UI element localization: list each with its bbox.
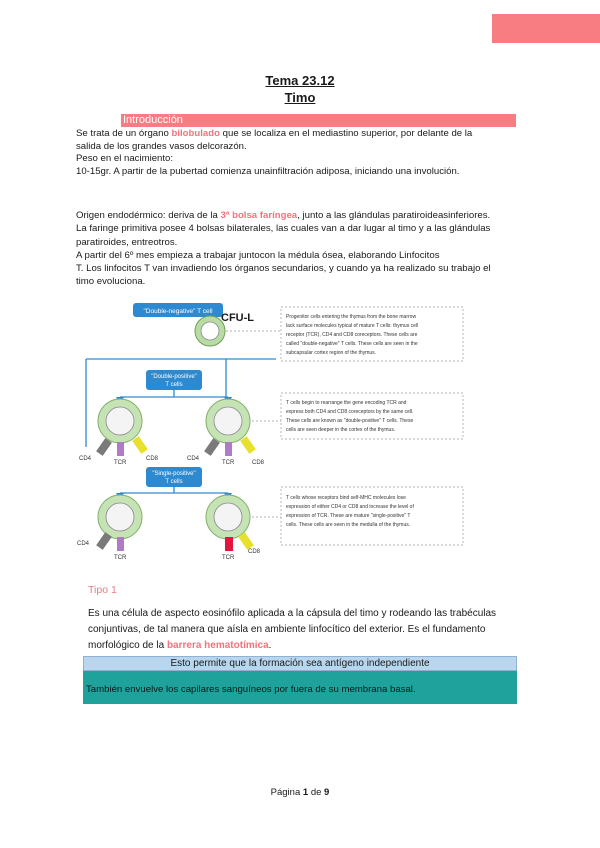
- tipo-line-3: morfológico de la barrera hematotímica.: [88, 640, 272, 651]
- callout-box: También envuelve los capilares sanguíneos por fuera de su membrana basal.: [83, 671, 517, 704]
- intro-line-2: salida de los grandes vasos delcorazón.: [76, 140, 247, 152]
- single-positive-cell-right: [206, 495, 254, 551]
- double-positive-cell-left: [96, 399, 148, 456]
- info-box-2-line-1: T cells begin to rearrange the gene encoding TCR and: [286, 400, 407, 406]
- origin-line-6: timo evoluciona.: [76, 276, 146, 288]
- origin-line-3: paratiroides, entreotros.: [76, 236, 178, 248]
- cfu-cell-nucleus: [201, 322, 219, 340]
- info-box-1-line-2: lack surface molecules typical of mature T cells: thymus cell: [286, 323, 419, 329]
- sp-right-tcr: TCR: [222, 555, 235, 560]
- info-box-1-line-4: called "double-negative" T cells. These cells are seen in the: [286, 341, 418, 347]
- label-double-positive-line1: "Double-positive": [151, 374, 197, 380]
- info-box-2-line-2: express both CD4 and CD8 coreceptors by the same cell.: [286, 409, 414, 415]
- intro-line-1: Se trata de un órgano bilobulado que se localiza en el mediastino superior, por delante de la: [76, 128, 473, 139]
- page-total: 9: [324, 787, 330, 798]
- dp-left-cd4: CD4: [79, 456, 92, 462]
- info-box-3-line-3: expression of TCR. These are mature "single-positive" T: [286, 513, 411, 519]
- sp-left-tcr: TCR: [114, 555, 127, 560]
- intro-line-3: Peso en el nacimiento:: [76, 153, 174, 165]
- origin-line-2: La faringe primitiva posee 4 bolsas bilaterales, las cuales van a dar lugar al timo y a las glándulas: [76, 223, 491, 235]
- info-box-3-line-4: cells. These cells are seen in the medulla of the thymus.: [286, 522, 411, 528]
- tipo-line-2: conjuntivas, de tal manera que aísla en ambiente linfocítico del exterior. Es el fundamento: [88, 624, 486, 635]
- sp-left-cd4: CD4: [77, 541, 90, 547]
- origin-paragraph: [76, 209, 526, 289]
- section-heading-introduccion: Introducción: [121, 114, 516, 127]
- origin-line-5: T. Los linfocitos T van invadiendo los órganos secundarios, y cuando ya ha realizado su trabajo el: [76, 263, 491, 275]
- info-box-3-line-1: T cells whose receptors bind self-MHC molecules lose: [286, 495, 406, 501]
- page-number: 1: [302, 787, 309, 798]
- intro-line-4: 10-15gr. A partir de la pubertad comienza unainfiltración adiposa, iniciando una involución.: [76, 165, 460, 177]
- highlight-bolsa-faringea: 3ª bolsa faríngea: [220, 210, 298, 221]
- info-box-3-line-2: expression of either CD4 or CD8 and increase the level of: [286, 504, 414, 510]
- dp-left-tcr: TCR: [114, 460, 127, 466]
- tipo-paragraph: [88, 606, 528, 654]
- label-single-positive-line2: T cells: [165, 479, 183, 485]
- dp-right-tcr: TCR: [222, 460, 235, 466]
- info-box-1-line-5: subcapsular cortex region of the thymus.: [286, 350, 377, 356]
- corner-tab-decoration: [492, 14, 600, 43]
- origin-line-1: Origen endodérmico: deriva de la 3ª bolsa faríngea, junto a las glándulas paratiroideasinferiores.: [76, 210, 491, 221]
- dp-right-cd8: CD8: [252, 460, 265, 466]
- sp-right-cd8: CD8: [248, 549, 261, 555]
- label-double-negative: "Double-negative" T cell: [143, 308, 213, 315]
- document-title: Tema 23.12: [265, 73, 335, 88]
- info-box-1-line-3: receptor (TCR), CD4 and CD8 coreceptors. These cells are: [286, 332, 418, 338]
- label-cfu: CFU-L: [221, 312, 254, 324]
- info-box-1-line-1: Progenitor cells entering the thymus from the bone marrow: [286, 314, 417, 320]
- callout-bar: Esto permite que la formación sea antígeno independiente: [83, 656, 517, 671]
- label-double-positive-line2: T cells: [165, 382, 183, 388]
- info-box-2-line-4: cells are seen deeper in the cortex of the thymus.: [286, 427, 396, 433]
- tipo-line-1: Es una célula de aspecto eosinófilo aplicada a la cápsula del timo y rodeando las trabéculas: [88, 608, 497, 619]
- dp-left-cd8: CD8: [146, 456, 159, 462]
- intro-paragraph: [76, 128, 526, 178]
- page-footer: Página 1 de 9: [270, 787, 330, 798]
- single-positive-cell-left: [96, 495, 142, 551]
- document-subtitle: Timo: [284, 90, 316, 105]
- tipo-heading: Tipo 1: [88, 584, 117, 596]
- dp-right-cd4: CD4: [187, 456, 200, 462]
- highlight-bilobulado: bilobulado: [171, 128, 220, 139]
- double-positive-cell-right: [204, 399, 256, 456]
- label-single-positive-line1: "Single-positive": [152, 471, 196, 477]
- highlight-barrera: barrera hematotímica: [166, 640, 269, 651]
- origin-line-4: A partir del 6º mes empieza a trabajar juntocon la médula ósea, elaborando Linfocitos: [76, 249, 440, 261]
- t-cell-maturation-diagram: [76, 297, 470, 560]
- info-box-2-line-3: These cells are known as "double-positive" T cells. These: [286, 418, 414, 424]
